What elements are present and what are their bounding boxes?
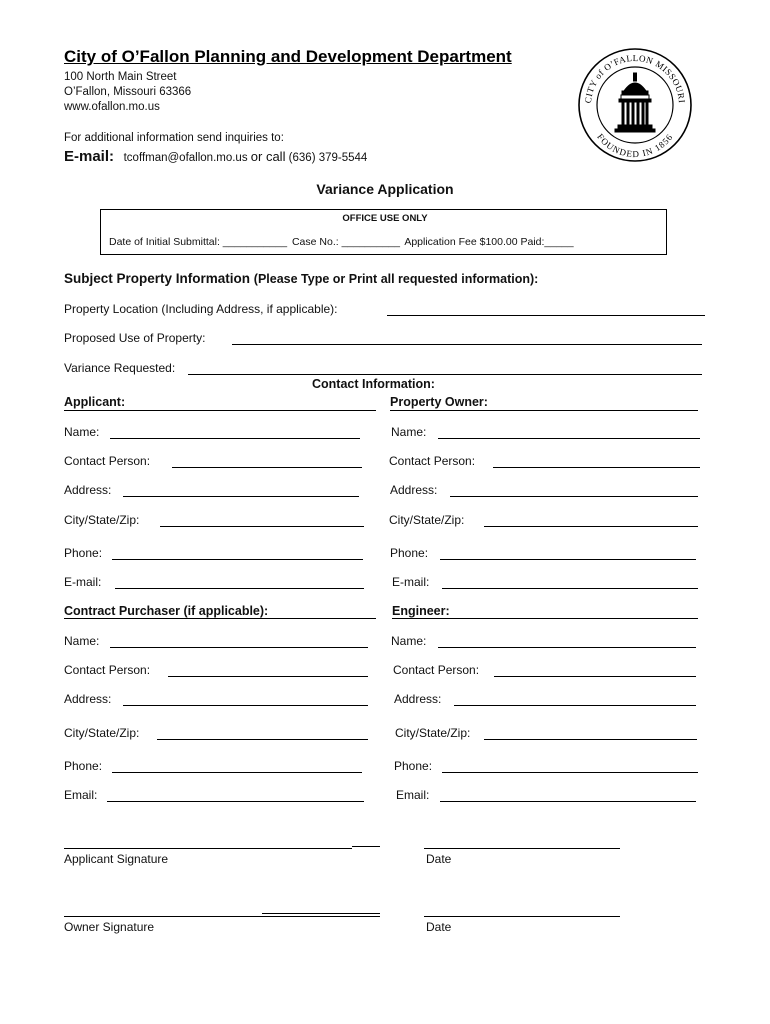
engineer-heading: Engineer: [392,604,450,618]
subject-heading-note: (Please Type or Print all requested information): [253,272,539,286]
engineer-phone-input[interactable] [442,772,698,773]
variance-requested-label: Variance Requested: [64,361,176,375]
email-colon: : [109,148,115,165]
phone-number: (636) 379-5544 [288,152,368,164]
contact-line [64,148,367,165]
property-location-label: Property Location (Including Address, if applicable): [64,302,338,316]
property-owner-heading: Property Owner: [390,395,488,409]
owner-phone-label: Phone: [390,546,429,560]
contact-information-heading: Contact Information: [312,377,435,391]
owner-signature-label: Owner Signature [64,920,155,934]
date-submittal-field[interactable]: Date of Initial Submittal: ___________ [109,236,288,248]
purchaser-name-input[interactable] [110,647,368,648]
form-title: Variance Application [316,181,454,197]
owner-name-label: Name: [391,425,427,439]
engineer-contact-person-input[interactable] [494,676,696,677]
engineer-heading-underline [392,618,698,619]
engineer-address-label: Address: [394,692,442,706]
owner-contact-person-input[interactable] [493,467,700,468]
property-owner-heading-underline [390,410,698,411]
applicant-date-line[interactable] [424,848,620,849]
purchaser-contact-person-label: Contact Person: [64,663,151,677]
variance-requested-input[interactable] [188,374,702,375]
applicant-email-label: E-mail: [64,575,102,589]
applicant-contact-person-label: Contact Person: [64,454,151,468]
owner-signature-line-overlay [262,913,380,914]
applicant-date-label: Date [426,852,452,866]
applicant-signature-label: Applicant Signature [64,852,169,866]
seal-top-text: CITY of O’FALLON MISSOURI [582,52,687,104]
purchaser-name-label: Name: [64,634,100,648]
subject-property-heading [64,271,538,286]
inquiry-text: For additional information send inquiries to: [64,132,284,144]
owner-address-input[interactable] [450,496,698,497]
purchaser-phone-label: Phone: [64,759,103,773]
applicant-phone-input[interactable] [112,559,363,560]
owner-contact-person-label: Contact Person: [389,454,476,468]
proposed-use-label: Proposed Use of Property: [64,331,206,345]
purchaser-address-label: Address: [64,692,112,706]
owner-city-input[interactable] [484,526,698,527]
purchaser-phone-input[interactable] [112,772,362,773]
applicant-address-input[interactable] [123,496,359,497]
proposed-use-input[interactable] [232,344,702,345]
owner-city-label: City/State/Zip: [389,513,465,527]
purchaser-email-input[interactable] [107,801,364,802]
subject-heading-text: Subject Property Information [64,271,251,286]
applicant-name-label: Name: [64,425,100,439]
seal-bottom-text: FOUNDED IN 1856 [595,131,675,160]
engineer-contact-person-label: Contact Person: [393,663,480,677]
purchaser-email-label: Email: [64,788,98,802]
purchaser-city-input[interactable] [157,739,368,740]
office-use-heading: OFFICE USE ONLY [342,213,428,224]
applicant-city-label: City/State/Zip: [64,513,140,527]
owner-name-input[interactable] [438,438,700,439]
owner-address-label: Address: [390,483,438,497]
engineer-name-input[interactable] [438,647,696,648]
owner-email-label: E-mail: [392,575,430,589]
email-address[interactable]: tcoffman@ofallon.mo.us [123,152,248,164]
applicant-contact-person-input[interactable] [172,467,362,468]
city-seal-logo [577,47,693,163]
applicant-name-input[interactable] [110,438,360,439]
purchaser-address-input[interactable] [123,705,368,706]
applicant-signature-line[interactable] [64,848,352,849]
applicant-email-input[interactable] [115,588,364,589]
applicant-heading: Applicant: [64,395,126,409]
owner-signature-line[interactable] [64,916,380,917]
property-location-input[interactable] [387,315,705,316]
engineer-email-label: Email: [396,788,430,802]
contract-purchaser-heading: Contract Purchaser (if applicable): [64,604,269,618]
or-call-text: or call [250,149,286,164]
svg-text:FOUNDED IN 1856 [595,132,675,159]
office-use-fields [109,236,576,248]
engineer-city-input[interactable] [484,739,697,740]
contract-purchaser-heading-underline [64,618,376,619]
engineer-city-label: City/State/Zip: [395,726,471,740]
page-title: City of O’Fallon Planning and Development Department [64,47,512,66]
website-link[interactable]: www.ofallon.mo.us [64,101,160,113]
owner-date-line[interactable] [424,916,620,917]
email-label: E-mail [64,148,110,165]
engineer-address-input[interactable] [454,705,696,706]
applicant-heading-underline [64,410,376,411]
courthouse-icon [615,73,655,132]
engineer-email-input[interactable] [440,801,696,802]
applicant-address-label: Address: [64,483,112,497]
purchaser-contact-person-input[interactable] [168,676,368,677]
owner-phone-input[interactable] [440,559,696,560]
address-line-1: 100 North Main Street [64,71,177,83]
applicant-phone-label: Phone: [64,546,103,560]
applicant-signature-line-tail [352,846,380,847]
application-fee-field[interactable]: Application Fee $100.00 Paid:_____ [404,236,574,248]
owner-date-label: Date [426,920,452,934]
address-line-2: O’Fallon, Missouri 63366 [64,86,192,98]
owner-email-input[interactable] [442,588,698,589]
engineer-name-label: Name: [391,634,427,648]
applicant-city-input[interactable] [160,526,364,527]
engineer-phone-label: Phone: [394,759,433,773]
case-number-field[interactable]: Case No.: __________ [291,236,400,248]
purchaser-city-label: City/State/Zip: [64,726,140,740]
